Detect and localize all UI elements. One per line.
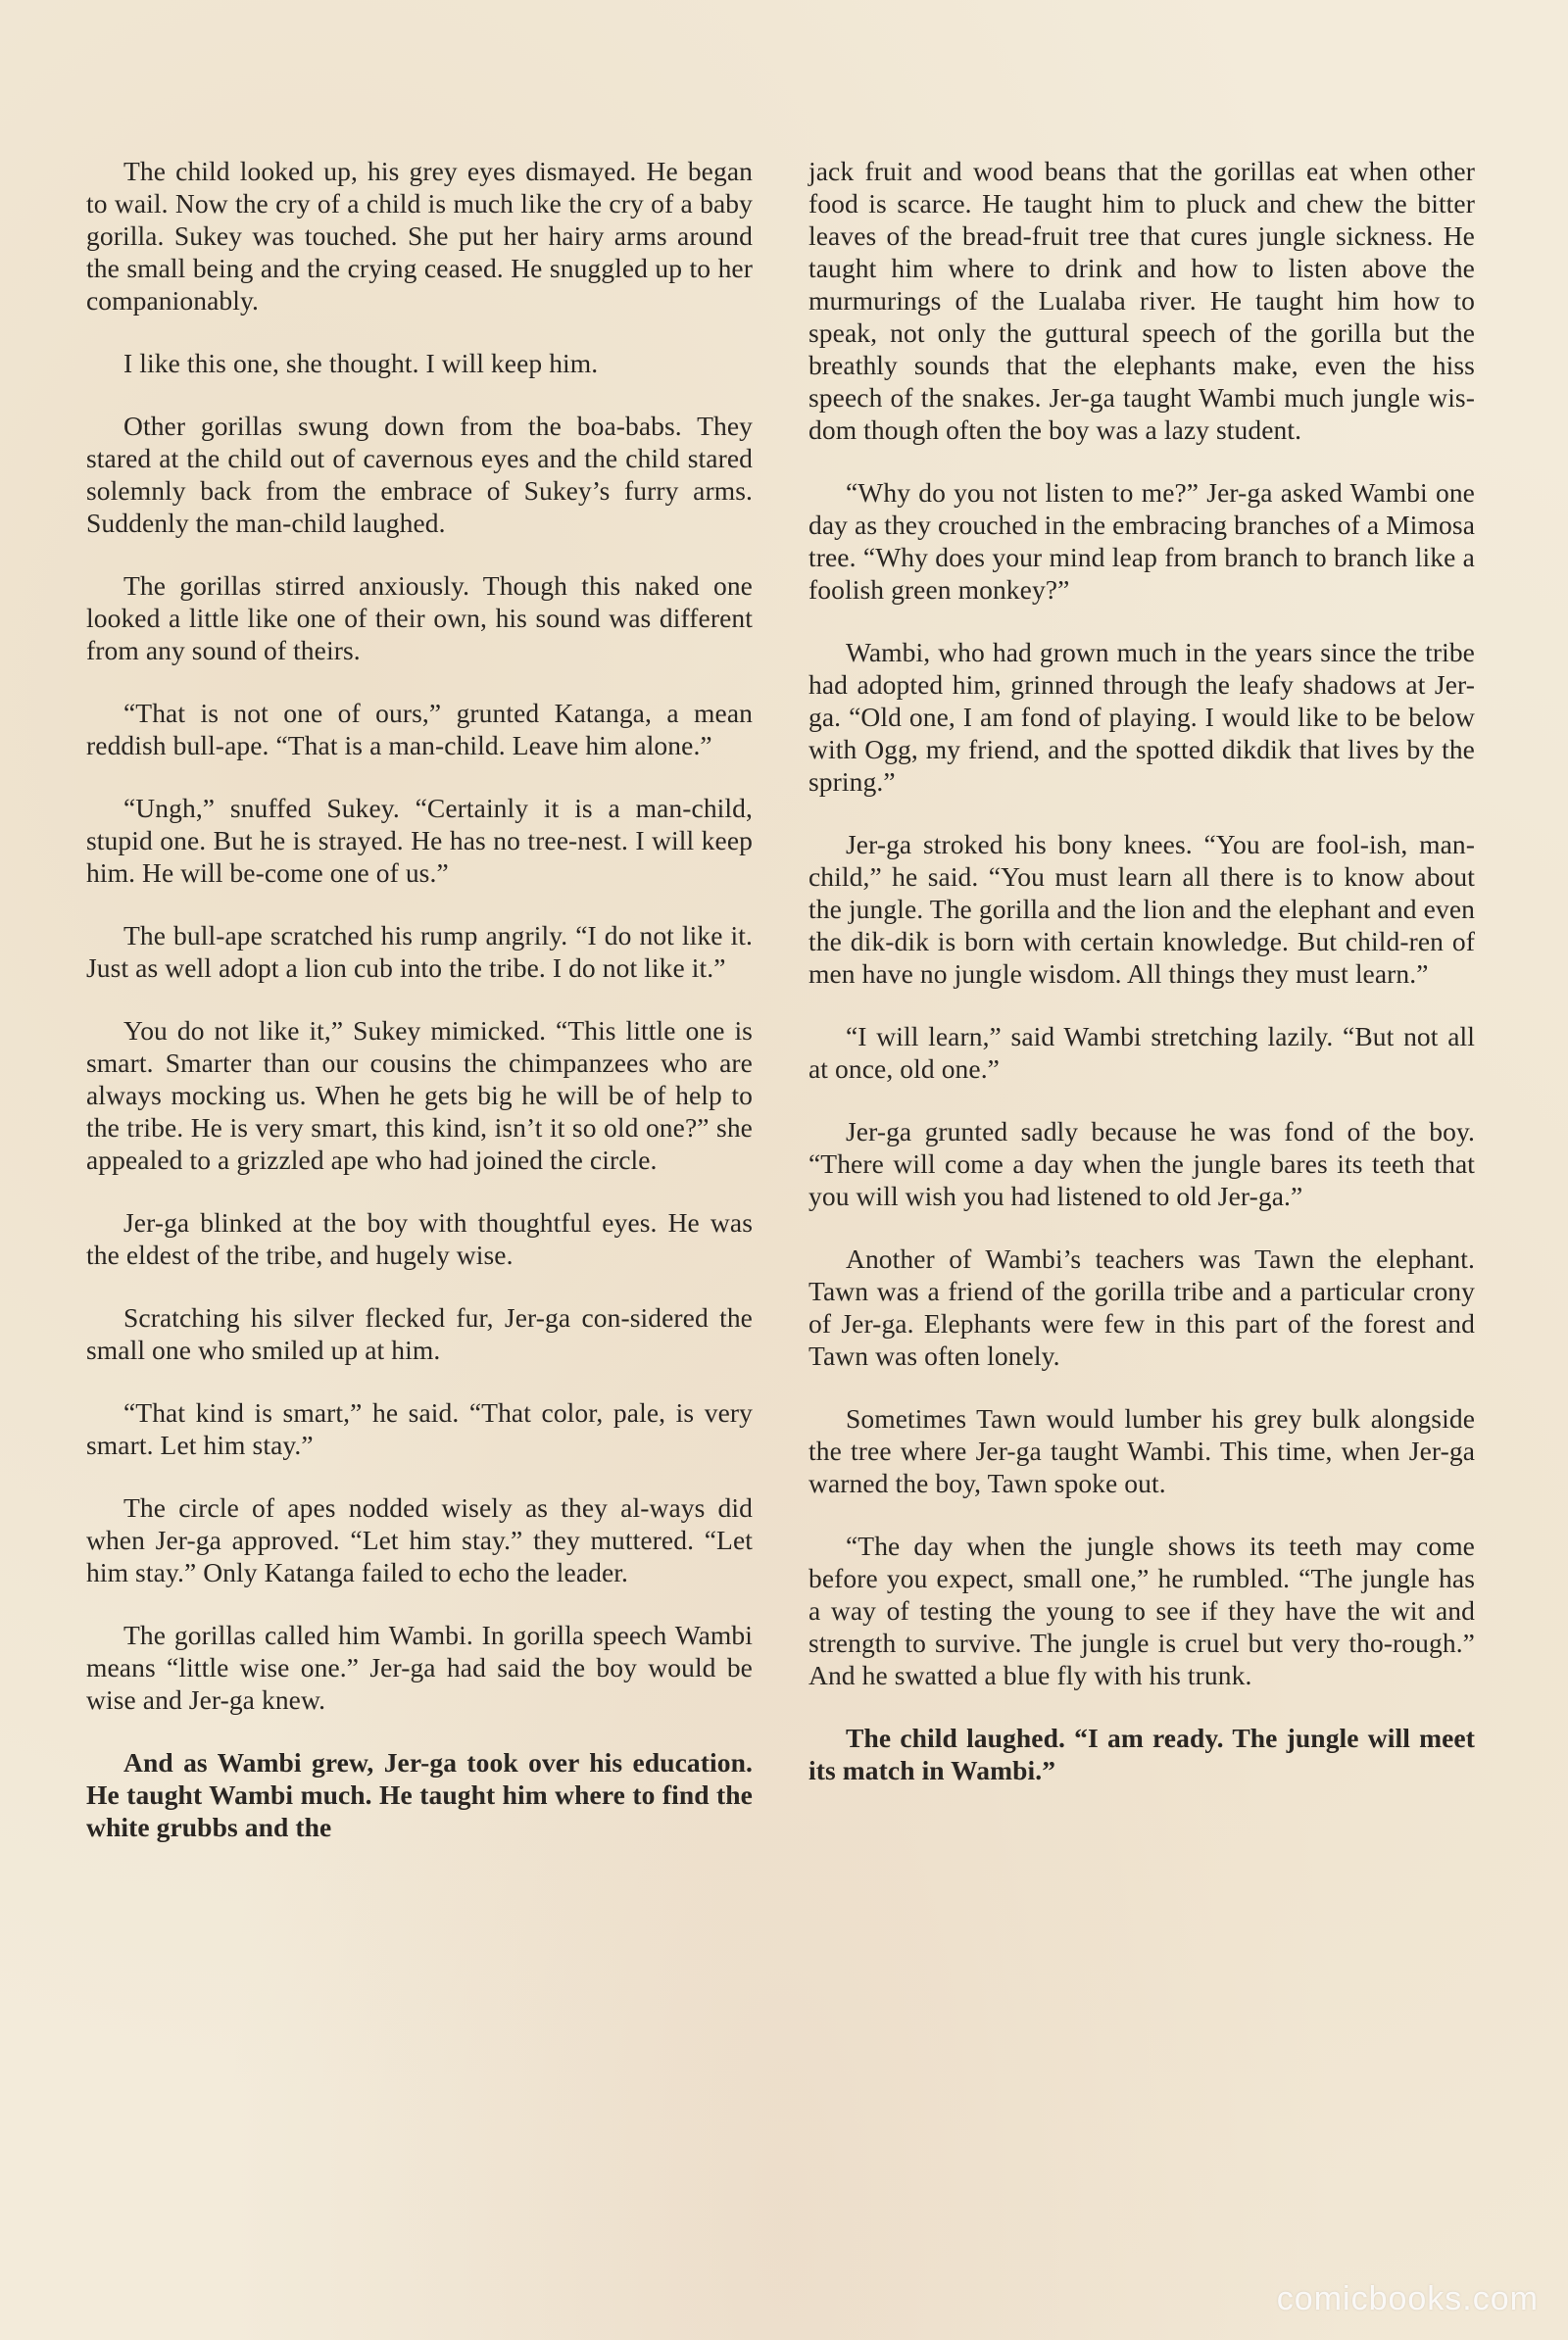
paragraph: Jer-ga blinked at the boy with thoughtful eyes. He was the eldest of the tribe, and hugely wise. [86,1207,753,1270]
paragraph: The gorillas called him Wambi. In gorilla speech Wambi means “little wise one.” Jer-ga had said the boy would be wise and Jer-ga knew. [86,1620,753,1715]
paragraph: “The day when the jungle shows its teeth may come before you expect, small one,” he rumbled. “The jungle has a way of testing the young to see if they have the wit and strength to survive. The jungle is cruel but very tho-rough.” And he swatted a blue fly with his trunk. [808,1531,1475,1690]
paragraph: The child laughed. “I am ready. The jungle will meet its match in Wambi.” [808,1723,1475,1785]
paragraph: The gorillas stirred anxiously. Though this naked one looked a little like one of their own, his sound was different from any sound of theirs. [86,570,753,665]
site-watermark: comicbooks.com [1276,2280,1539,2317]
paragraph: “Ungh,” snuffed Sukey. “Certainly it is a man-child, stupid one. But he is strayed. He has no tree-nest. I will keep him. He will be-come one of us.” [86,793,753,888]
paragraph: Sometimes Tawn would lumber his grey bulk alongside the tree where Jer-ga taught Wambi. This time, when Jer-ga warned the boy, Tawn spoke out. [808,1403,1475,1498]
paragraph: Other gorillas swung down from the boa-babs. They stared at the child out of cavernous eyes and the child stared solemnly back from the embrace of Sukey’s furry arms. Suddenly the man-child laughed. [86,411,753,538]
paragraph: I like this one, she thought. I will keep him. [123,348,599,378]
paragraph: Scratching his silver flecked fur, Jer-ga con-sidered the small one who smiled up at him. [86,1302,753,1365]
paragraph: The bull-ape scratched his rump angrily. “I do not like it. Just as well adopt a lion cub into the tribe. I do not like it.” [86,920,753,983]
paragraph: jack fruit and wood beans that the gorillas eat when other food is scarce. He taught him to pluck and chew the bitter leaves of the bread-fruit tree that cures jungle sickness. He taught him where to drink and how to listen above the murmurings of the Lualaba river. He taught him how to speak, not only the guttural speech of the gorilla but the breathly sounds that the elephants make, even the hiss speech of the snakes. Jer-ga taught Wambi much jungle wis-dom though often the boy was a lazy student. [808,156,1475,445]
paragraph: “That is not one of ours,” grunted Katanga, a mean reddish bull-ape. “That is a man-child. Leave him alone.” [86,698,753,760]
paragraph: Another of Wambi’s teachers was Tawn the elephant. Tawn was a friend of the gorilla tribe and a particular crony of Jer-ga. Elephants were few in this part of the forest and Tawn was often lonely. [808,1243,1475,1371]
paragraph: You do not like it,” Sukey mimicked. “This little one is smart. Smarter than our cousins the chimpanzees who are always mocking us. When he gets big he will be of help to the tribe. He is very smart, this kind, isn’t it so old one?” she appealed to a grizzled ape who had joined the circle. [86,1015,753,1175]
right-text-column [808,155,1475,1817]
paragraph: And as Wambi grew, Jer-ga took over his education. He taught Wambi much. He taught him where to find the white grubbs and the [86,1747,753,1842]
paragraph: The circle of apes nodded wisely as they al-ways did when Jer-ga approved. “Let him stay.” they muttered. “Let him stay.” Only Katanga failed to echo the leader. [86,1492,753,1587]
paragraph: Jer-ga stroked his bony knees. “You are fool-ish, man-child,” he said. “You must learn all there is to know about the jungle. The gorilla and the lion and the elephant and even the dik-dik is born with certain knowledge. But child-ren of men have no jungle wisdom. All things they must learn.” [808,829,1475,989]
paragraph: Wambi, who had grown much in the years since the tribe had adopted him, grinned through the leafy shadows at Jer-ga. “Old one, I am fond of playing. I would like to be below with Ogg, my friend, and the spotted dikdik that lives by the spring.” [808,637,1475,797]
paragraph: “I will learn,” said Wambi stretching lazily. “But not all at once, old one.” [808,1021,1475,1084]
paragraph: “That kind is smart,” he said. “That color, pale, is very smart. Let him stay.” [86,1397,753,1460]
paragraph: “Why do you not listen to me?” Jer-ga asked Wambi one day as they crouched in the embracing branches of a Mimosa tree. “Why does your mind leap from branch to branch like a foolish green monkey?” [808,477,1475,605]
left-text-column [86,155,753,1874]
paragraph: Jer-ga grunted sadly because he was fond of the boy. “There will come a day when the jungle bares its teeth that you will wish you had listened to old Jer-ga.” [808,1116,1475,1211]
paragraph: The child looked up, his grey eyes dismayed. He began to wail. Now the cry of a child is much like the cry of a baby gorilla. Sukey was touched. She put her hairy arms around the small being and the crying ceased. He snuggled up to her companionably. [86,156,753,316]
